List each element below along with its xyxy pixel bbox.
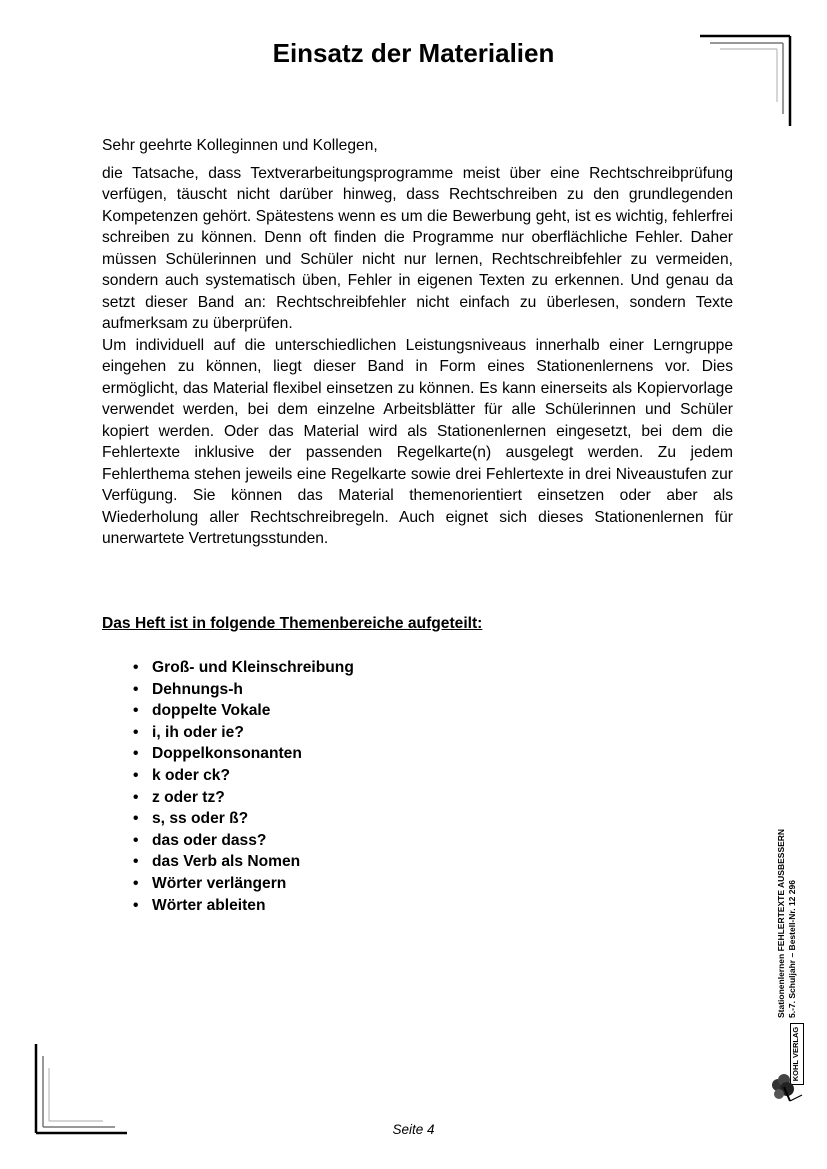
page-title: Einsatz der Materialien	[272, 38, 555, 68]
intro-text	[102, 135, 733, 550]
publisher-logo	[770, 1025, 806, 1105]
list-item: • i, ih oder ie?	[102, 722, 354, 744]
topic-list	[102, 657, 354, 916]
list-item: • Wörter ableiten	[102, 895, 354, 917]
tree-icon	[770, 1025, 806, 1105]
list-item: • s, ss oder ß?	[102, 808, 354, 830]
list-item: • doppelte Vokale	[102, 700, 354, 722]
list-item: • das oder dass?	[102, 830, 354, 852]
publisher-name: KOHL VERLAG	[790, 1023, 804, 1085]
side-label-line-1: Stationenlernen FEHLERTEXTE AUSBESSERN	[776, 828, 786, 1018]
list-item: • Dehnungs-h	[102, 679, 354, 701]
paragraph-1: die Tatsache, dass Textverarbeitungsprogramme meist über eine Rechtschreibprüfung verfügen, täuscht nicht darüber hinweg, dass Rechtschreiben zu den grundlegenden Kompetenzen gehört. Spätestens wenn es um die Bewerbung geht, ist es wichtig, fehlerfrei schreiben zu können. Denn oft finden die Programme nur oberflächliche Fehler. Daher müssen Schülerinnen und Schüler nicht nur lernen, Rechtschreibfehler zu vermeiden, sondern auch systematisch üben, Fehler in eigenen Texten zu erkennen. Und genau da setzt dieser Band an: Rechtschreibfehler nicht einfach zu überlesen, sondern Texte aufmerksam zu überprüfen.	[102, 164, 733, 332]
side-label-line-2: 5.-7. Schuljahr – Bestell-Nr. 12 296	[787, 880, 797, 1018]
paragraph-2: Um individuell auf die unterschiedlichen Leistungsniveaus innerhalb einer Lerngruppe eingehen zu können, liegt dieser Band in Form eines Stationenlernens vor. Dies ermöglicht, das Material flexibel einsetzen zu können. Es kann einerseits als Kopiervorlage verwendet werden, bei dem einzelne Arbeitsblätter für alle Schülerinnen und Schüler kopiert werden. Oder das Material wird als Stationenlernen eingesetzt, bei dem die Fehlertexte inklusive der passenden Regelkarte(n) ausgelegt werden. Zu jedem Fehlerthema stehen jeweils eine Regelkarte sowie drei Fehlertexte in drei Niveaustufen zur Verfügung. Sie können das Material themenorientiert einsetzen oder aber als Wiederholung aller Rechtschreibregeln. Auch eignet sich dieses Stationenlernen für unerwartete Vertretungsstunden.	[102, 336, 733, 547]
side-series-label	[776, 788, 800, 1018]
list-item: • das Verb als Nomen	[102, 851, 354, 873]
list-item: • z oder tz?	[102, 787, 354, 809]
list-item: • k oder ck?	[102, 765, 354, 787]
list-item: • Groß- und Kleinschreibung	[102, 657, 354, 679]
topics-heading: Das Heft ist in folgende Themenbereiche aufgeteilt:	[102, 615, 483, 632]
list-item: • Doppelkonsonanten	[102, 743, 354, 765]
corner-frame-top-right	[698, 34, 794, 128]
page-number: Seite 4	[392, 1122, 435, 1137]
list-item: • Wörter verlängern	[102, 873, 354, 895]
salutation: Sehr geehrte Kolleginnen und Kollegen,	[102, 137, 378, 154]
